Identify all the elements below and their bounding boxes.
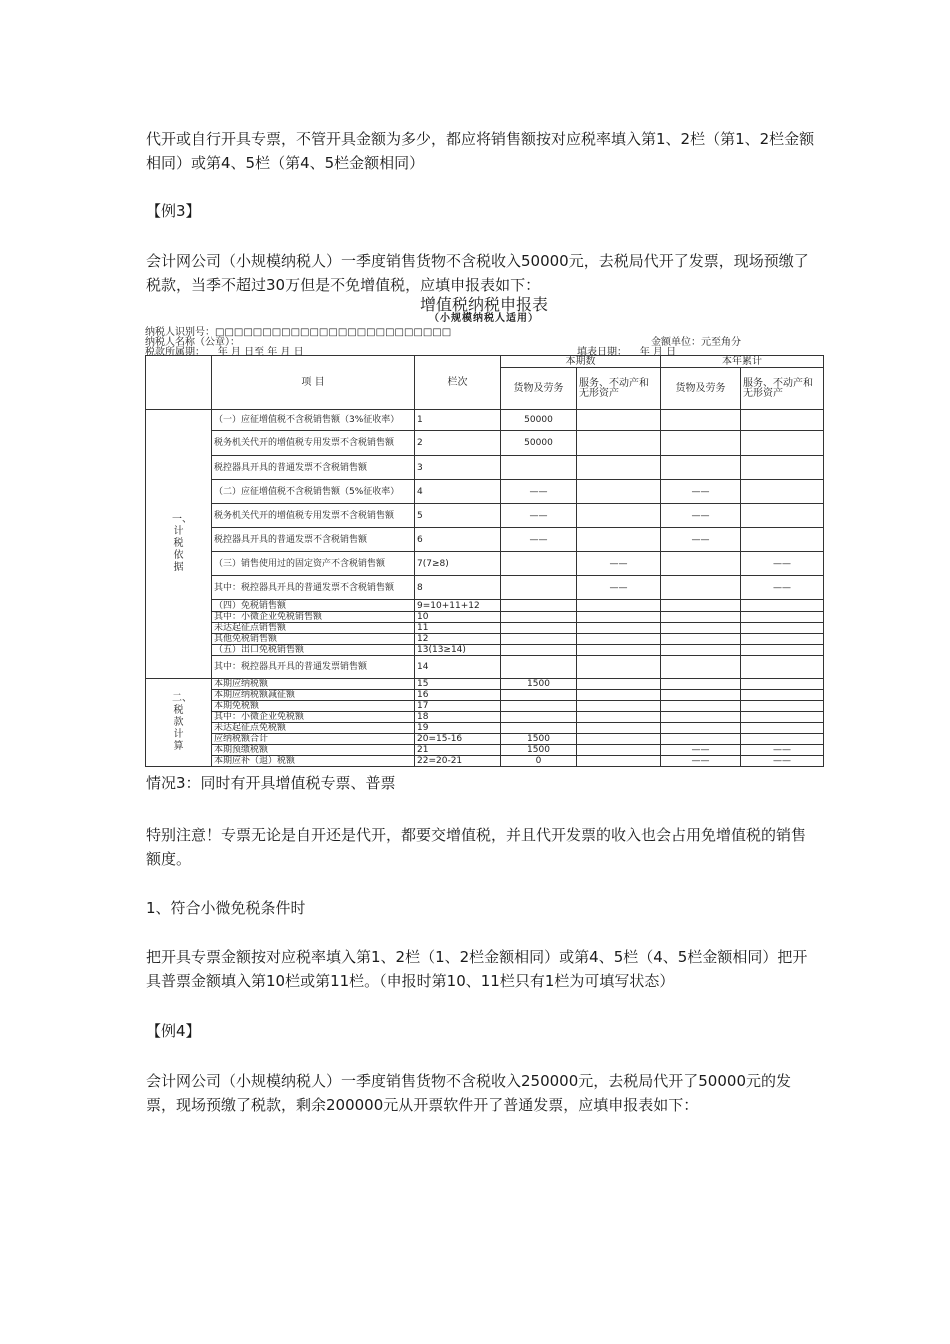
example-4-text: 会计网公司（小规模纳税人）一季度销售货物不含税收入250000元，去税局代开了50000元的发票，现场预缴了税款，剩余200000元从开票软件开了普通发票，应填申报表如下： — [146, 1072, 791, 1114]
row-item: 本期应纳税额 — [212, 679, 415, 690]
cell-services — [577, 723, 661, 734]
cell-services-year — [741, 712, 824, 723]
cell-goods-year — [661, 712, 741, 723]
cell-goods: 1500 — [501, 679, 577, 690]
example-4-heading: 【例4】 — [146, 1022, 201, 1040]
header-goods-year: 货物及劳务 — [661, 368, 741, 410]
row-item: 税控器具开具的普通发票不含税销售额 — [212, 456, 415, 480]
cell-services — [577, 734, 661, 745]
cell-goods: 0 — [501, 756, 577, 767]
row-column-no: 1 — [415, 410, 501, 431]
cell-goods-year — [661, 734, 741, 745]
cell-services — [577, 431, 661, 456]
table-row — [146, 679, 824, 690]
header-blank — [146, 356, 212, 410]
cell-goods — [501, 576, 577, 600]
table-row — [146, 410, 824, 431]
header-column-no: 栏次 — [415, 356, 501, 410]
row-column-no: 17 — [415, 701, 501, 712]
header-services: 服务、不动产和无形资产 — [577, 368, 661, 410]
cell-goods-year — [661, 552, 741, 576]
fill-date-label: 填表日期： — [577, 347, 627, 358]
cell-goods-year: —— — [661, 745, 741, 756]
cell-goods-year — [661, 723, 741, 734]
paragraph-intro: 代开或自行开具专票，不管开具金额为多少，都应将销售额按对应税率填入第1、2栏（第1、2栏金额相同）或第4、5栏（第4、5栏金额相同） — [146, 130, 815, 172]
cell-services-year — [741, 701, 824, 712]
cell-services — [577, 656, 661, 679]
row-column-no: 11 — [415, 623, 501, 634]
cell-goods — [501, 456, 577, 480]
cell-goods — [501, 690, 577, 701]
cell-services-year — [741, 431, 824, 456]
cell-goods: —— — [501, 504, 577, 528]
cell-goods: 1500 — [501, 745, 577, 756]
row-item: 税控器具开具的普通发票不含税销售额 — [212, 528, 415, 552]
cell-services — [577, 756, 661, 767]
table-row — [146, 745, 824, 756]
cell-goods: 50000 — [501, 410, 577, 431]
example-3-text: 会计网公司（小规模纳税人）一季度销售货物不含税收入50000元，去税局代开了发票，现场预缴了税款，当季不超过30万但是不免增值税，应填申报表如下： — [146, 252, 809, 294]
row-item: 未达起征点销售额 — [212, 623, 415, 634]
row-column-no: 20=15-16 — [415, 734, 501, 745]
cell-services — [577, 679, 661, 690]
cell-services-year — [741, 634, 824, 645]
form-subtitle: （小规模纳税人适用） — [429, 313, 539, 324]
table-row — [146, 756, 824, 767]
cell-services — [577, 690, 661, 701]
cell-goods: —— — [501, 480, 577, 504]
vat-table — [145, 355, 824, 767]
table-row — [146, 634, 824, 645]
row-item: 其中：税控器具开具的普通发票销售额 — [212, 656, 415, 679]
table-row — [146, 480, 824, 504]
header-current-period: 本期数 — [501, 356, 661, 368]
row-item: 税务机关代开的增值税专用发票不含税销售额 — [212, 431, 415, 456]
special-note: 特别注意！专票无论是自开还是代开，都要交增值税，并且代开发票的收入也会占用免增值税的销售额度。 — [146, 826, 807, 868]
cell-services — [577, 712, 661, 723]
row-item: 本期应补（退）税额 — [212, 756, 415, 767]
cell-goods — [501, 701, 577, 712]
cell-goods — [501, 723, 577, 734]
vat-return-form — [145, 296, 823, 768]
row-column-no: 19 — [415, 723, 501, 734]
cell-goods-year — [661, 576, 741, 600]
row-item: 其中：小微企业免税销售额 — [212, 612, 415, 623]
cell-services — [577, 645, 661, 656]
cell-services-year: —— — [741, 756, 824, 767]
table-row — [146, 645, 824, 656]
row-item: 其他免税销售额 — [212, 634, 415, 645]
header-goods: 货物及劳务 — [501, 368, 577, 410]
cell-services: —— — [577, 576, 661, 600]
taxpayer-name-label: 纳税人名称（公章）： — [145, 337, 240, 348]
case-3-heading: 情况3：同时有开具增值税专票、普票 — [146, 774, 396, 792]
cell-goods-year — [661, 410, 741, 431]
cell-services-year: —— — [741, 576, 824, 600]
table-row — [146, 623, 824, 634]
row-column-no: 10 — [415, 612, 501, 623]
cell-goods: 50000 — [501, 431, 577, 456]
cell-services-year — [741, 656, 824, 679]
cell-goods-year — [661, 600, 741, 612]
table-row — [146, 701, 824, 712]
cell-services — [577, 623, 661, 634]
cell-goods-year — [661, 679, 741, 690]
example-3-heading: 【例3】 — [146, 202, 201, 220]
cell-goods — [501, 612, 577, 623]
taxpayer-id-boxes: □□□□□□□□□□□□□□□□□□□□□□□□□ — [215, 327, 452, 338]
row-column-no: 18 — [415, 712, 501, 723]
cell-goods — [501, 600, 577, 612]
row-column-no: 7(7≥8) — [415, 552, 501, 576]
table-row — [146, 656, 824, 679]
cell-services — [577, 612, 661, 623]
cell-goods-year — [661, 690, 741, 701]
cell-services-year — [741, 480, 824, 504]
table-row — [146, 504, 824, 528]
cell-goods — [501, 712, 577, 723]
row-item: 本期免税额 — [212, 701, 415, 712]
cell-services — [577, 528, 661, 552]
table-row — [146, 431, 824, 456]
table-row — [146, 734, 824, 745]
row-item: 未达起征点免税额 — [212, 723, 415, 734]
row-column-no: 9=10+11+12 — [415, 600, 501, 612]
cell-goods — [501, 634, 577, 645]
row-column-no: 8 — [415, 576, 501, 600]
row-column-no: 15 — [415, 679, 501, 690]
row-column-no: 21 — [415, 745, 501, 756]
table-row — [146, 712, 824, 723]
cell-goods-year — [661, 456, 741, 480]
cell-services-year — [741, 410, 824, 431]
cell-services — [577, 600, 661, 612]
table-row — [146, 612, 824, 623]
table-row — [146, 552, 824, 576]
cell-goods-year: —— — [661, 528, 741, 552]
cell-goods-year — [661, 656, 741, 679]
cell-goods: 1500 — [501, 734, 577, 745]
amount-unit: 金额单位：元至角分 — [651, 337, 741, 348]
row-item: （四）免税销售额 — [212, 600, 415, 612]
cell-services-year — [741, 528, 824, 552]
cell-goods-year — [661, 623, 741, 634]
cell-services-year — [741, 734, 824, 745]
cell-goods: —— — [501, 528, 577, 552]
table-row — [146, 690, 824, 701]
row-item: 本期预缴税额 — [212, 745, 415, 756]
cell-services-year — [741, 623, 824, 634]
row-column-no: 12 — [415, 634, 501, 645]
section-tax-basis: 一、计税依据 — [146, 410, 212, 679]
cell-services — [577, 701, 661, 712]
row-column-no: 5 — [415, 504, 501, 528]
row-item: 税务机关代开的增值税专用发票不含税销售额 — [212, 504, 415, 528]
table-row — [146, 456, 824, 480]
row-item: 本期应纳税额减征额 — [212, 690, 415, 701]
cell-services-year: —— — [741, 552, 824, 576]
table-row — [146, 528, 824, 552]
row-item: （五）出口免税销售额 — [212, 645, 415, 656]
cell-services-year — [741, 600, 824, 612]
cell-goods-year: —— — [661, 480, 741, 504]
cell-services-year — [741, 456, 824, 480]
cell-goods-year — [661, 701, 741, 712]
fill-date-value: 年 月 日 — [639, 347, 677, 358]
row-item: （一）应征增值税不含税销售额（3%征收率） — [212, 410, 415, 431]
cell-services-year — [741, 612, 824, 623]
cell-services-year — [741, 690, 824, 701]
cell-services — [577, 410, 661, 431]
cell-goods-year — [661, 431, 741, 456]
row-column-no: 2 — [415, 431, 501, 456]
cell-services-year — [741, 504, 824, 528]
cell-services — [577, 504, 661, 528]
cell-goods-year — [661, 612, 741, 623]
row-column-no: 13(13≥14) — [415, 645, 501, 656]
cell-goods — [501, 645, 577, 656]
cell-services: —— — [577, 552, 661, 576]
row-column-no: 3 — [415, 456, 501, 480]
header-item: 项 目 — [212, 356, 415, 410]
cell-services — [577, 456, 661, 480]
form-title: 增值税纳税申报表 — [419, 295, 548, 314]
row-item: 其中：税控器具开具的普通发票不含税销售额 — [212, 576, 415, 600]
row-item: 应纳税额合计 — [212, 734, 415, 745]
cell-services-year — [741, 679, 824, 690]
cell-services — [577, 634, 661, 645]
cell-goods — [501, 623, 577, 634]
tax-period-label: 税款所属期： — [145, 347, 205, 358]
cell-goods — [501, 552, 577, 576]
section-tax-calc: 二、税款计算 — [146, 679, 212, 767]
table-row — [146, 600, 824, 612]
cell-services-year: —— — [741, 745, 824, 756]
taxpayer-id-label: 纳税人识别号： — [145, 327, 215, 338]
condition-text: 把开具专票金额按对应税率填入第1、2栏（1、2栏金额相同）或第4、5栏（4、5栏金额相同）把开具普票金额填入第10栏或第11栏。（申报时第10、11栏只有1栏为可填写状态） — [146, 948, 808, 990]
table-row — [146, 576, 824, 600]
cell-goods — [501, 656, 577, 679]
row-column-no: 4 — [415, 480, 501, 504]
cell-services-year — [741, 645, 824, 656]
header-services-year: 服务、不动产和无形资产 — [741, 368, 824, 410]
row-item: （三）销售使用过的固定资产不含税销售额 — [212, 552, 415, 576]
cell-services — [577, 480, 661, 504]
table-row — [146, 723, 824, 734]
cell-goods-year: —— — [661, 756, 741, 767]
row-column-no: 22=20-21 — [415, 756, 501, 767]
tax-period-value: 年 月 日至 年 月 日 — [217, 347, 304, 358]
header-year-total: 本年累计 — [661, 356, 824, 368]
row-item: 其中：小微企业免税额 — [212, 712, 415, 723]
cell-services — [577, 745, 661, 756]
row-column-no: 16 — [415, 690, 501, 701]
cell-goods-year: —— — [661, 504, 741, 528]
cell-goods-year — [661, 634, 741, 645]
row-column-no: 6 — [415, 528, 501, 552]
condition-heading: 1、符合小微免税条件时 — [146, 899, 306, 917]
cell-services-year — [741, 723, 824, 734]
row-item: （二）应征增值税不含税销售额（5%征收率） — [212, 480, 415, 504]
cell-goods-year — [661, 645, 741, 656]
row-column-no: 14 — [415, 656, 501, 679]
